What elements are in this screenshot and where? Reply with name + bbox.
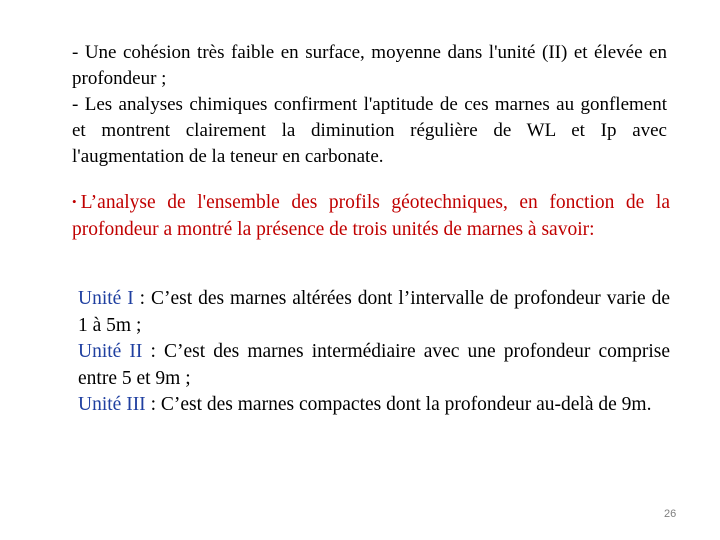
page-number: 26 (664, 508, 677, 520)
unit-item-3 (78, 392, 670, 419)
geotechnical-analysis-paragraph (72, 189, 670, 243)
unit-item-1 (78, 286, 670, 339)
unit-description-1: : C’est des marnes altérées dont l’intervalle de profondeur varie de 1 à 5m ; (78, 288, 670, 336)
unit-label-3: Unité III (78, 394, 146, 415)
chemical-analysis-item: - Les analyses chimiques confirment l'aptitude de ces marnes au gonflement et montrent clairement la diminution régulière de WL et Ip avec l'augmentation de la teneur en carbonate. (72, 94, 667, 167)
unit-description-2: : C’est des marnes intermédiaire avec une profondeur comprise entre 5 et 9m ; (78, 341, 670, 389)
observations-paragraph (72, 40, 667, 170)
unit-description-3: : C’est des marnes compactes dont la profondeur au-delà de 9m. (145, 394, 652, 415)
unit-label-1: Unité I (78, 288, 134, 309)
geotechnical-analysis-text: L’analyse de l'ensemble des profils géotechniques, en fonction de la profondeur a montré la présence de trois unités de marnes à savoir: (72, 192, 670, 240)
bullet-icon: • (72, 194, 77, 209)
unit-label-2: Unité II (78, 341, 143, 362)
unit-item-2 (78, 339, 670, 392)
cohesion-item: - Une cohésion très faible en surface, moyenne dans l'unité (II) et élevée en profondeur ; (72, 42, 667, 89)
units-list (78, 286, 670, 419)
